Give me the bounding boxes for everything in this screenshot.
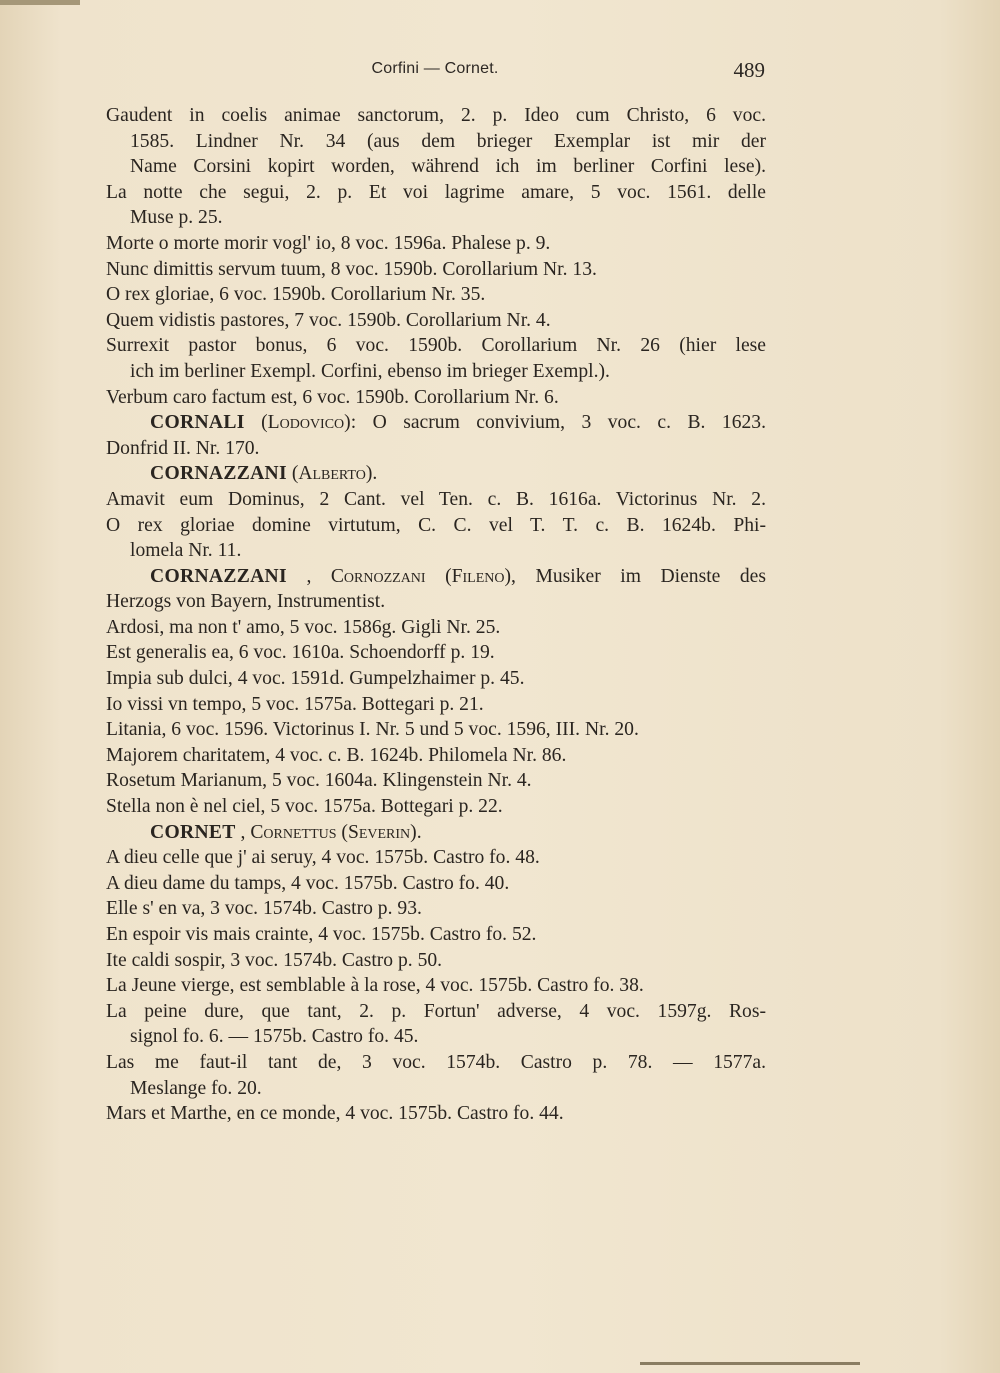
line-text: .	[416, 821, 422, 843]
line-text: Las me faut-il tant de, 3 voc. 1574b. Castro p. 78. — 1577a.	[106, 1051, 766, 1073]
line-text: lomela Nr. 11.	[130, 540, 242, 562]
line-text: Muse p. 25.	[130, 207, 223, 229]
text-line	[106, 385, 766, 411]
text-line	[106, 845, 766, 871]
line-text: : O sacrum convivium, 3 voc. c. B. 1623.	[350, 412, 766, 434]
text-line	[106, 103, 766, 129]
line-text: Herzogs von Bayern, Instrumentist.	[106, 591, 386, 613]
composer-name: CORNAZZANI	[150, 565, 287, 587]
line-text: A dieu celle que j' ai seruy, 4 voc. 1575b. Castro fo. 48.	[106, 847, 540, 869]
entry-heading-line	[106, 410, 766, 436]
line-text: Quem vidistis pastores, 7 voc. 1590b. Corollarium Nr. 4.	[106, 309, 551, 331]
text-line	[106, 666, 766, 692]
text-line	[106, 640, 766, 666]
text-line	[106, 231, 766, 257]
line-text: Est generalis ea, 6 voc. 1610a. Schoendorff p. 19.	[106, 642, 495, 664]
line-text: Ite caldi sospir, 3 voc. 1574b. Castro p. 50.	[106, 949, 443, 971]
text-line	[106, 513, 766, 539]
text-line	[106, 333, 766, 359]
line-text: La notte che segui, 2. p. Et voi lagrime amare, 5 voc. 1561. delle	[106, 181, 766, 203]
text-line	[106, 922, 766, 948]
line-text: ich im berliner Exempl. Corfini, ebenso im brieger Exempl.).	[130, 360, 610, 382]
text-line	[106, 692, 766, 718]
line-text: Stella non è nel ciel, 5 voc. 1575a. Bottegari p. 22.	[106, 796, 503, 818]
line-text: Majorem charitatem, 4 voc. c. B. 1624b. Philomela Nr. 86.	[106, 744, 567, 766]
bottom-edge-rule	[640, 1362, 860, 1365]
text-line	[106, 257, 766, 283]
line-text: Mars et Marthe, en ce monde, 4 voc. 1575b. Castro fo. 44.	[106, 1103, 564, 1125]
text-line	[106, 999, 766, 1025]
line-text: Meslange fo. 20.	[130, 1077, 262, 1099]
composer-name: CORNAZZANI	[150, 463, 287, 485]
text-line	[106, 768, 766, 794]
line-text: Impia sub dulci, 4 voc. 1591d. Gumpelzhaimer p. 45.	[106, 668, 525, 690]
composer-given-name: (Lodovico)	[261, 412, 351, 434]
entry-heading-line	[106, 820, 766, 846]
line-text: Verbum caro factum est, 6 voc. 1590b. Corollarium Nr. 6.	[106, 386, 559, 408]
line-text: Surrexit pastor bonus, 6 voc. 1590b. Corollarium Nr. 26 (hier lese	[106, 335, 766, 357]
text-line	[106, 180, 766, 206]
line-text: O rex gloriae, 6 voc. 1590b. Corollarium Nr. 35.	[106, 284, 486, 306]
entry-heading-line	[106, 461, 766, 487]
entry-heading-line	[106, 564, 766, 590]
line-text: A dieu dame du tamps, 4 voc. 1575b. Castro fo. 40.	[106, 872, 510, 894]
line-text: Morte o morte morir vogl' io, 8 voc. 1596a. Phalese p. 9.	[106, 232, 551, 254]
running-head: Corfini — Cornet.	[371, 60, 499, 77]
line-text: En espoir vis mais crainte, 4 voc. 1575b. Castro fo. 52.	[106, 924, 537, 945]
text-line	[106, 615, 766, 641]
line-text: Litania, 6 voc. 1596. Victorinus I. Nr. 5 und 5 voc. 1596, III. Nr. 20.	[106, 719, 639, 741]
text-line	[106, 743, 766, 769]
text-line	[106, 129, 766, 155]
page-header	[105, 60, 765, 88]
line-text: Io vissi vn tempo, 5 voc. 1575a. Bottegari p. 21.	[106, 693, 484, 715]
line-text: , Musiker im Dienste des	[511, 565, 766, 587]
text-line	[106, 487, 766, 513]
line-text: Donfrid II. Nr. 170.	[106, 437, 260, 459]
text-line	[106, 205, 766, 231]
text-line	[106, 1050, 766, 1076]
line-text: Rosetum Marianum, 5 voc. 1604a. Klingenstein Nr. 4.	[106, 770, 532, 792]
text-line	[106, 538, 766, 564]
composer-given-name: (Alberto)	[291, 463, 373, 485]
line-text: Nunc dimittis servum tuum, 8 voc. 1590b. Corollarium Nr. 13.	[106, 258, 597, 280]
text-line	[106, 717, 766, 743]
text-line	[106, 589, 766, 615]
text-line	[106, 794, 766, 820]
top-edge-rule	[0, 0, 80, 5]
composer-name: CORNET	[150, 821, 236, 843]
line-text: La peine dure, que tant, 2. p. Fortun' adverse, 4 voc. 1597g. Ros-	[106, 1000, 766, 1022]
text-line	[106, 1076, 766, 1102]
line-text: Elle s' en va, 3 voc. 1574b. Castro p. 93.	[106, 898, 422, 920]
text-line	[106, 359, 766, 385]
text-line	[106, 436, 766, 462]
line-text: Gaudent in coelis animae sanctorum, 2. p. Ideo cum Christo, 6 voc.	[106, 105, 766, 126]
page-number: 489	[733, 58, 765, 82]
text-line	[106, 896, 766, 922]
text-line	[106, 1101, 766, 1127]
line-text: 1585. Lindner Nr. 34 (aus dem brieger Exemplar ist mir der	[130, 130, 766, 152]
text-line	[106, 308, 766, 334]
text-line	[106, 871, 766, 897]
line-text: La Jeune vierge, est semblable à la rose, 4 voc. 1575b. Castro fo. 38.	[106, 975, 644, 997]
text-line	[106, 282, 766, 308]
text-line	[106, 973, 766, 999]
composer-given-name: , Cornettus (Severin)	[240, 821, 417, 843]
composer-given-name: , Cornozzani (Fileno)	[306, 565, 512, 587]
text-line	[106, 948, 766, 974]
line-text: Amavit eum Dominus, 2 Cant. vel Ten. c. B. 1616a. Victorinus Nr. 2.	[106, 488, 766, 510]
line-text: signol fo. 6. — 1575b. Castro fo. 45.	[130, 1026, 419, 1048]
composer-name: CORNALI	[150, 412, 245, 434]
line-text: .	[372, 463, 378, 485]
line-text: O rex gloriae domine virtutum, C. C. vel T. T. c. B. 1624b. Phi-	[106, 514, 766, 536]
line-text: Ardosi, ma non t' amo, 5 voc. 1586g. Gigli Nr. 25.	[106, 616, 501, 638]
page-body	[106, 103, 766, 1127]
text-line	[106, 154, 766, 180]
text-line	[106, 1024, 766, 1050]
line-text: Name Corsini kopirt worden, während ich im berliner Corfini lese).	[130, 156, 766, 178]
